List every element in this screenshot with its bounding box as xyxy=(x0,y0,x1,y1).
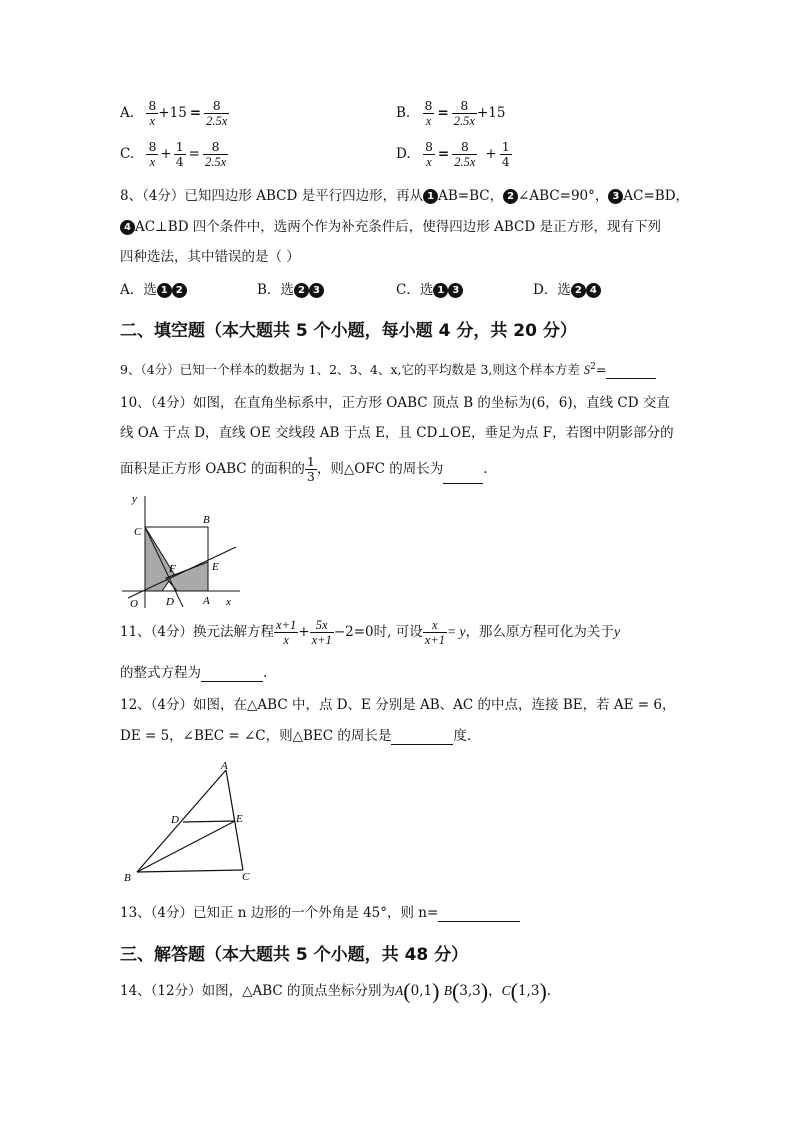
label-d: D xyxy=(166,596,174,608)
fraction: $\frac{1}{3}$ xyxy=(306,454,315,484)
label-y: y xyxy=(132,493,137,505)
fraction: $\frac{1}{4}$ xyxy=(175,139,184,169)
fraction: $\frac{8}{x}$ xyxy=(148,139,157,169)
fraction: $\frac{1}{4}$ xyxy=(501,139,510,169)
text: ∠ABC=90°， xyxy=(518,188,609,204)
q12-line-1: 12、（4分）如图，在△ABC 中，点 D、E 分别是 AB、AC 的中点，连接 BE，若 AE = 6， xyxy=(120,697,676,713)
text: ，那么原方程可化为关于 xyxy=(465,624,614,640)
label-o: O xyxy=(130,598,138,610)
equals: = xyxy=(595,362,607,378)
q9 xyxy=(120,358,656,379)
text: 度. xyxy=(453,728,472,744)
text: 9、（4分）已知一个样本的数据为 1、2、3、4、x,它的平均数是 3,则这个样本方差 xyxy=(120,362,584,378)
fraction: $\frac{8}{x}$ xyxy=(424,98,433,128)
answer-blank[interactable] xyxy=(438,907,520,922)
segment-be xyxy=(137,821,235,872)
fraction: $\frac{8}{2.5x}$ xyxy=(206,98,228,128)
equals: = xyxy=(188,146,200,162)
q8-option-a: A．选 1 2 xyxy=(120,281,187,299)
circled-number: 1 xyxy=(423,189,438,204)
point-c: C xyxy=(501,983,511,998)
fraction: $\frac{8}{x}$ xyxy=(148,98,157,128)
plus: + xyxy=(298,624,310,640)
circled-number: 3 xyxy=(309,283,324,298)
text: DE = 5，∠BEC = ∠C，则△BEC 的周长是 xyxy=(120,728,392,744)
term: = y xyxy=(446,624,466,639)
q7-option-c xyxy=(120,140,228,169)
label-e: E xyxy=(236,813,243,825)
text: 13、（4分）已知正 n 边形的一个外角是 45°，则 n= xyxy=(120,905,439,921)
label-d: D xyxy=(171,814,179,826)
answer-blank[interactable] xyxy=(443,469,483,484)
exponent: 2 xyxy=(590,362,596,372)
label-a: A xyxy=(203,595,210,607)
text: AB=BC， xyxy=(438,188,504,204)
text: AC⊥BD 四个条件中，选两个作为补充条件后，使得四边形 ABCD 是正方形，现有下列 xyxy=(135,219,661,235)
q8-line-1 xyxy=(120,187,689,205)
circled-number: 2 xyxy=(503,189,518,204)
equals: = xyxy=(189,105,202,121)
option-label: B. xyxy=(396,105,411,121)
text: ，则△OFC 的周长为 xyxy=(316,461,444,477)
label-f: F xyxy=(169,563,176,575)
section-3-heading: 三、解答题（本大题共 5 个小题，共 48 分） xyxy=(120,945,469,965)
text: . xyxy=(546,983,552,999)
q12-line-2 xyxy=(120,727,471,745)
plus: + xyxy=(485,146,497,162)
text: 的整式方程为 xyxy=(120,665,201,681)
fraction: $\frac{x}{x+1}$ xyxy=(424,618,445,647)
q8-option-d: D．选 2 4 xyxy=(533,281,601,299)
q10-figure xyxy=(118,490,248,612)
fraction: $\frac{5x}{x+1}$ xyxy=(311,618,332,647)
equals: = xyxy=(437,105,449,121)
fraction: $\frac{8}{2.5x}$ xyxy=(453,98,475,128)
fraction: $\frac{8}{x}$ xyxy=(424,139,433,169)
side-bc xyxy=(137,870,243,872)
coord-b: 3,3 xyxy=(459,983,481,999)
q10-line-1: 10、（4分）如图，在直角坐标系中，正方形 OABC 顶点 B 的坐标为(6，6)，直线 CD 交直 xyxy=(120,395,670,411)
point-b: B xyxy=(443,983,452,998)
coord-a: 0,1 xyxy=(410,983,433,999)
coord-c: 1,3 xyxy=(517,983,540,999)
answer-blank[interactable] xyxy=(201,667,263,682)
q8-option-b: B．选 2 3 xyxy=(257,281,324,299)
label-c: C xyxy=(134,526,142,538)
option-label: C. xyxy=(120,146,135,162)
circled-number: 3 xyxy=(448,283,463,298)
text: 11、（4分）换元法解方程 xyxy=(120,624,275,640)
variable: S xyxy=(583,363,591,378)
text: . xyxy=(263,665,268,681)
circled-number: 1 xyxy=(157,283,172,298)
label-b: B xyxy=(203,514,210,526)
q7-option-a xyxy=(120,99,229,128)
plus: + xyxy=(160,146,172,162)
q11-line-1 xyxy=(120,618,620,647)
q10-line-3 xyxy=(120,455,488,484)
circled-number: 4 xyxy=(586,283,601,298)
answer-blank[interactable] xyxy=(391,730,453,745)
q8-line-3: 四种选法，其中错误的是（ ） xyxy=(120,249,300,265)
text: 时, 可设 xyxy=(373,624,423,640)
q13 xyxy=(120,904,520,922)
term: −2=0 xyxy=(333,624,374,640)
circled-number: 2 xyxy=(172,283,187,298)
label-c: C xyxy=(242,871,250,883)
fraction: $\frac{8}{2.5x}$ xyxy=(454,139,476,169)
label-x: x xyxy=(226,596,231,608)
fraction: $\frac{8}{2.5x}$ xyxy=(204,139,227,169)
q7-option-b xyxy=(396,99,505,128)
q8-option-c: C．选 1 3 xyxy=(396,281,463,299)
variable: y xyxy=(613,624,620,639)
label-b: B xyxy=(124,872,131,884)
q7-option-d xyxy=(396,140,512,169)
text: 8、（4分）已知四边形 ABCD 是平行四边形，再从 xyxy=(120,188,424,204)
text: . xyxy=(483,461,488,477)
equals: = xyxy=(437,146,450,162)
circled-number: 2 xyxy=(571,283,586,298)
term: +15 xyxy=(158,105,187,121)
q12-figure xyxy=(118,756,258,888)
circled-number: 1 xyxy=(433,283,448,298)
q10-line-2: 线 OA 于点 D，直线 OE 交线段 AB 于点 E，且 CD⊥OE，垂足为点 F，若图中阴影部分的 xyxy=(120,425,674,441)
label-e: E xyxy=(212,561,219,573)
circled-number: 4 xyxy=(120,220,135,235)
separator: ， xyxy=(488,983,502,999)
option-label: A. xyxy=(120,105,135,121)
text: 14、（12分）如图，△ABC 的顶点坐标分别为 xyxy=(120,983,396,999)
fraction: $\frac{x+1}{x}$ xyxy=(276,618,297,647)
circled-number: 2 xyxy=(294,283,309,298)
q8-line-2 xyxy=(120,218,661,236)
text: 面积是正方形 OABC 的面积的 xyxy=(120,461,305,477)
circled-number: 3 xyxy=(608,189,623,204)
answer-blank[interactable] xyxy=(606,364,656,379)
option-label: D. xyxy=(396,146,411,162)
q11-line-2 xyxy=(120,664,267,682)
label-a: A xyxy=(221,760,228,772)
section-2-heading: 二、填空题（本大题共 5 个小题，每小题 4 分，共 20 分） xyxy=(120,321,577,341)
term: +15 xyxy=(476,105,506,121)
segment-de xyxy=(183,821,235,822)
q14: 14、（12分）如图，△ABC 的顶点坐标分别为A(0,1) B(3,3)，C(1,3). xyxy=(120,978,552,1004)
point-a: A xyxy=(395,983,404,998)
text: AC=BD， xyxy=(623,188,690,204)
